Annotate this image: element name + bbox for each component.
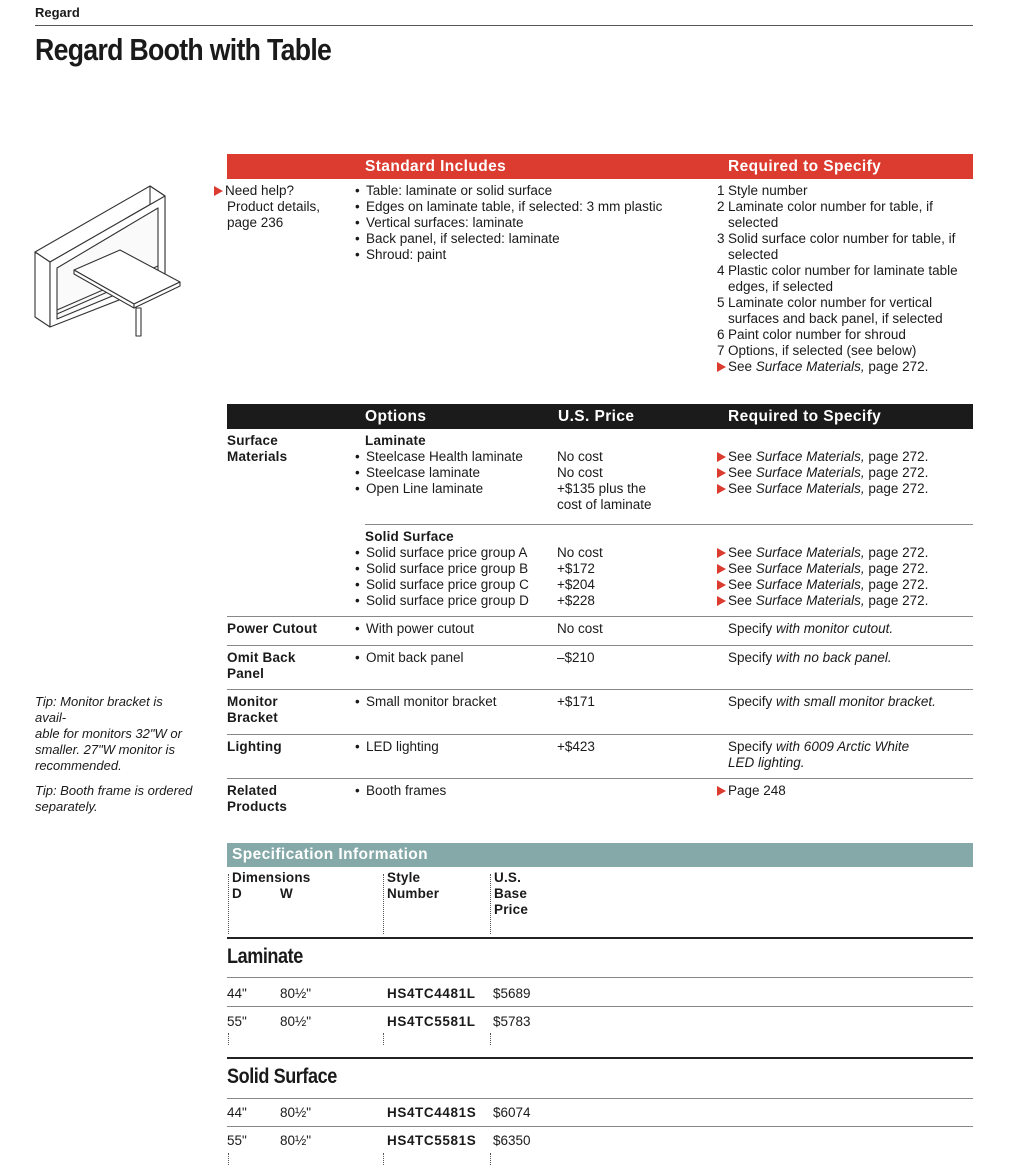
required-heading: Required to Specify	[728, 408, 882, 425]
booth-table-illustration	[30, 182, 190, 342]
list-item: • Back panel, if selected: laminate	[355, 231, 705, 247]
monitor-bracket-spec: Specify with small monitor bracket.	[728, 694, 936, 709]
lighting-spec: Specify with 6009 Arctic White LED lighting.	[728, 739, 910, 770]
surface-materials-link[interactable]: See Surface Materials, page 272.	[717, 465, 928, 481]
arrow-right-icon	[717, 596, 726, 606]
options-bar	[227, 404, 973, 429]
list-item: • Solid surface price group A	[355, 545, 555, 561]
list-item: • Shroud: paint	[355, 247, 705, 263]
laminate-subheading: Laminate	[365, 433, 426, 448]
omit-back-panel-label: Omit Back Panel	[227, 650, 296, 681]
divider	[227, 689, 973, 690]
surface-materials-link[interactable]: See Surface Materials, page 272.	[717, 449, 928, 465]
solid-surface-options-list	[355, 545, 555, 609]
divider	[227, 616, 973, 617]
laminate-section-title: Laminate	[227, 945, 303, 968]
monitor-bracket-price: +$171	[557, 694, 595, 709]
laminate-prices: No cost No cost +$135 plus the cost of laminate	[557, 449, 652, 512]
omit-back-panel-price: –$210	[557, 650, 595, 665]
arrow-right-icon	[717, 484, 726, 494]
arrow-right-icon	[717, 786, 726, 796]
column-guide	[383, 1033, 384, 1045]
list-item: • Solid surface price group B	[355, 561, 555, 577]
divider	[227, 645, 973, 646]
column-guide	[228, 1153, 229, 1165]
list-item: • Omit back panel	[355, 650, 464, 666]
list-item: • LED lighting	[355, 739, 439, 755]
lighting-price: +$423	[557, 739, 595, 754]
tip-booth-frame: Tip: Booth frame is ordered separately.	[35, 783, 193, 814]
required-to-specify-list	[717, 183, 967, 375]
list-item: • Small monitor bracket	[355, 694, 497, 710]
product-details-label: Product details,	[227, 199, 321, 214]
omit-back-panel-spec: Specify with no back panel.	[728, 650, 892, 665]
power-cutout-options	[355, 621, 474, 637]
arrow-right-icon	[717, 564, 726, 574]
header-rule	[35, 25, 973, 26]
list-item: • Solid surface price group C	[355, 577, 555, 593]
list-item: • With power cutout	[355, 621, 474, 637]
booth-frames-page-link[interactable]: Page 248	[717, 783, 786, 799]
power-cutout-label: Power Cutout	[227, 621, 318, 636]
need-help-label: Need help?	[225, 183, 295, 198]
arrow-right-icon	[717, 468, 726, 478]
options-heading: Options	[365, 408, 427, 425]
list-item: 6 Paint color number for shroud	[717, 327, 906, 342]
surface-materials-link[interactable]: See Surface Materials, page 272.	[717, 593, 928, 609]
divider	[227, 778, 973, 779]
standard-includes-list	[355, 183, 705, 263]
us-price-heading: U.S. Price	[558, 408, 635, 425]
surface-materials-link[interactable]: See Surface Materials, page 272.	[717, 561, 928, 577]
surface-materials-link[interactable]: See Surface Materials, page 272.	[717, 545, 928, 561]
related-products-options	[355, 783, 446, 799]
dimensions-heading: Dimensions	[232, 870, 311, 885]
base-price-heading: U.S. Base Price	[494, 870, 529, 917]
table-row: 55" 80½" HS4TC5581S $6350	[227, 1133, 531, 1148]
divider	[227, 734, 973, 735]
list-item: • Edges on laminate table, if selected: 3 mm plastic	[355, 199, 705, 215]
divider	[227, 1126, 973, 1127]
divider	[227, 1057, 973, 1059]
list-item: 2 Laminate color number for table, if selected	[717, 199, 933, 230]
surface-materials-link[interactable]: See Surface Materials, page 272.	[717, 359, 967, 375]
lighting-label: Lighting	[227, 739, 282, 754]
list-item: 5 Laminate color number for vertical surfaces and back panel, if selected	[717, 295, 943, 326]
monitor-bracket-label: Monitor Bracket	[227, 694, 278, 725]
list-item: 4 Plastic color number for laminate table edges, if selected	[717, 263, 958, 294]
list-item: • Open Line laminate	[355, 481, 555, 497]
divider	[227, 937, 973, 939]
list-item: 7 Options, if selected (see below)	[717, 343, 917, 358]
list-item: 1 Style number	[717, 183, 808, 198]
power-cutout-spec: Specify with monitor cutout.	[728, 621, 894, 636]
column-guide	[490, 874, 494, 934]
monitor-bracket-options	[355, 694, 497, 710]
list-item: • Table: laminate or solid surface	[355, 183, 705, 199]
solid-surface-specify-links	[717, 545, 928, 609]
solid-surface-section-title: Solid Surface	[227, 1065, 337, 1088]
solid-surface-prices: No cost +$172 +$204 +$228	[557, 545, 603, 608]
related-products-label: Related Products	[227, 783, 288, 814]
required-to-specify-heading: Required to Specify	[728, 158, 882, 175]
list-item: • Vertical surfaces: laminate	[355, 215, 705, 231]
page-title: Regard Booth with Table	[35, 32, 332, 67]
table-row: 44" 80½" HS4TC4481L $5689	[227, 986, 531, 1001]
surface-materials-link[interactable]: See Surface Materials, page 272.	[717, 481, 928, 497]
tip-monitor-bracket: Tip: Monitor bracket is avail- able for monitors 32"W or smaller. 27"W monitor is recommended.	[35, 694, 182, 773]
table-row: 55" 80½" HS4TC5581L $5783	[227, 1014, 531, 1029]
divider	[227, 977, 973, 978]
divider	[227, 1098, 973, 1099]
dimension-w-heading: W	[280, 886, 293, 901]
list-item: • Steelcase laminate	[355, 465, 555, 481]
laminate-options-list	[355, 449, 555, 497]
table-row: 44" 80½" HS4TC4481S $6074	[227, 1105, 531, 1120]
laminate-specify-links	[717, 449, 928, 497]
divider	[227, 1006, 973, 1007]
need-help-block[interactable]	[214, 183, 320, 231]
dimension-d-heading: D	[232, 886, 242, 901]
arrow-right-icon	[717, 580, 726, 590]
arrow-right-icon	[717, 548, 726, 558]
power-cutout-price: No cost	[557, 621, 603, 636]
list-item: • Booth frames	[355, 783, 446, 799]
style-number-heading: Style Number	[387, 870, 440, 901]
column-guide	[490, 1153, 491, 1165]
brand-label: Regard	[35, 5, 80, 20]
specification-information-bar: Specification Information	[227, 843, 973, 867]
arrow-right-icon	[717, 362, 726, 372]
solid-surface-subheading: Solid Surface	[365, 529, 454, 544]
standard-includes-bar	[227, 154, 973, 179]
list-item: • Solid surface price group D	[355, 593, 555, 609]
column-guide	[383, 1153, 384, 1165]
column-guide	[383, 874, 387, 934]
surface-materials-link[interactable]: See Surface Materials, page 272.	[717, 577, 928, 593]
list-item: • Steelcase Health laminate	[355, 449, 555, 465]
surface-materials-label: Surface Materials	[227, 433, 288, 464]
omit-back-panel-options	[355, 650, 464, 666]
arrow-right-icon	[717, 452, 726, 462]
list-item: 3 Solid surface color number for table, if selected	[717, 231, 956, 262]
product-details-page: page 236	[227, 215, 284, 230]
standard-includes-heading: Standard Includes	[365, 158, 507, 175]
divider	[365, 524, 973, 525]
arrow-right-icon	[214, 186, 223, 196]
column-guide	[228, 874, 232, 934]
column-guide	[228, 1033, 229, 1045]
lighting-options	[355, 739, 439, 755]
column-guide	[490, 1033, 491, 1045]
